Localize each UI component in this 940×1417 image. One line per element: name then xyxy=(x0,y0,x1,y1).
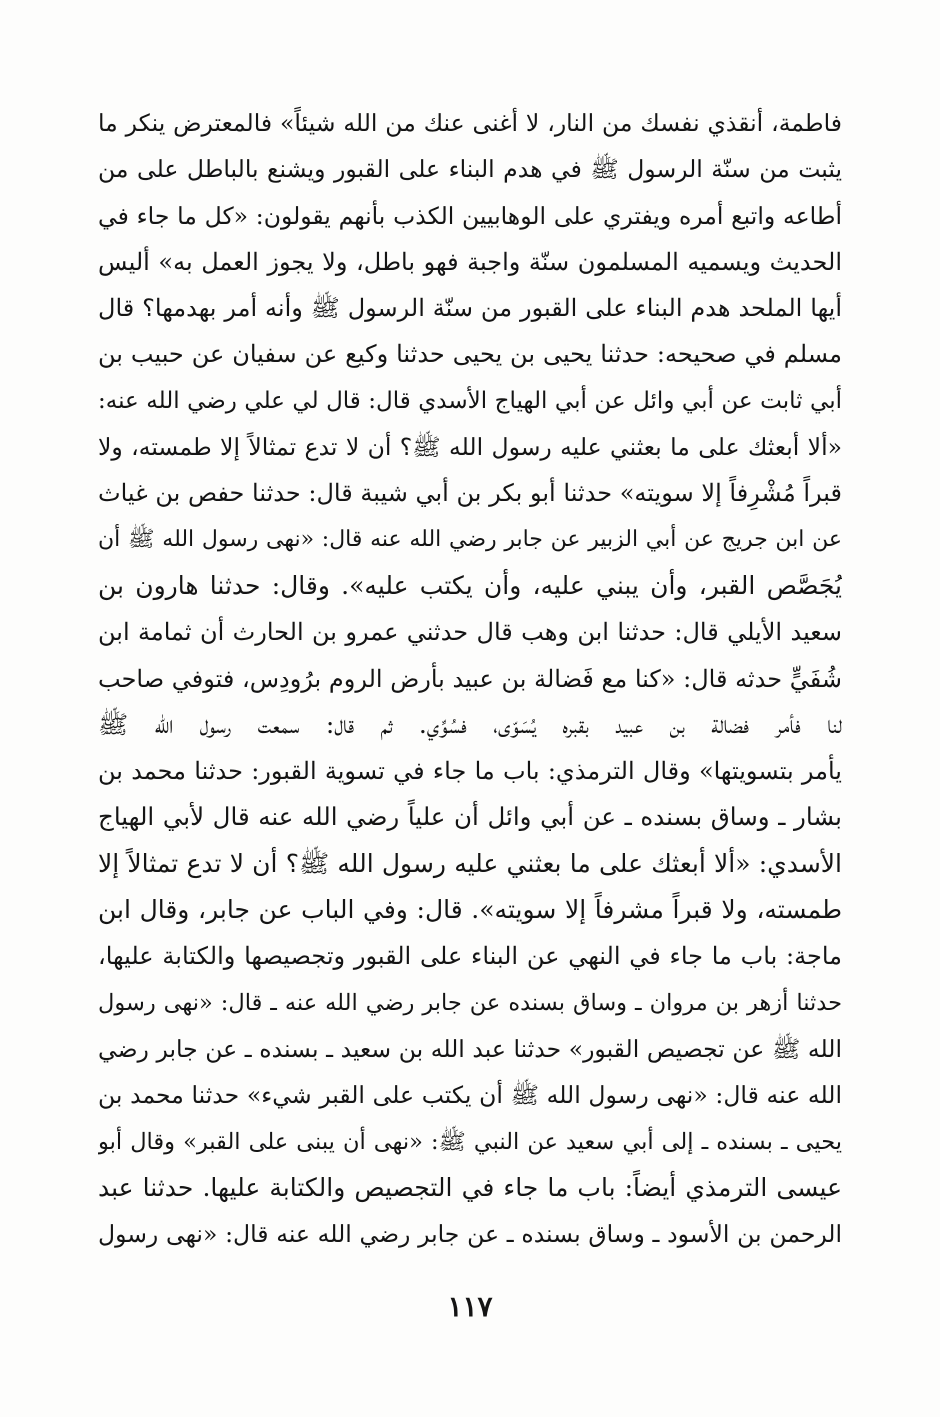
text-line: عن ابن جريج عن أبي الزبير عن جابر رضي الله عنه قال: «نهى رسول الله ﷺ أن xyxy=(98,526,842,552)
text-line: أبي ثابت عن أبي وائل عن أبي الهياج الأسدي قال: قال لي علي رضي الله عنه: xyxy=(98,387,842,414)
text-line: ماجة: باب ما جاء في النهي عن البناء على القبور وتجصيصها والكتابة عليها، xyxy=(98,942,842,971)
text-line: الرحمن بن الأسود ـ وساق بسنده ـ عن جابر رضي الله عنه قال: «نهى رسول xyxy=(98,1220,842,1249)
text-line: حدثنا أزهر بن مروان ـ وساق بسنده عن جابر رضي الله عنه ـ قال: «نهى رسول xyxy=(98,989,842,1016)
text-line: أيها الملحد هدم البناء على القبور من سنّة الرسول ﷺ وأنه أمر بهدمها؟ قال xyxy=(98,294,842,323)
body-text xyxy=(98,100,842,1257)
text-line: الله ﷺ عن تجصيص القبور» حدثنا عبد الله بن سعيد ـ بسنده ـ عن جابر رضي xyxy=(98,1034,842,1063)
text-line: الحديث ويسميه المسلمون سنّة واجبة فهو باطل، ولا يجوز العمل به» أليس xyxy=(98,247,842,276)
text-line: أطاعه واتبع أمره ويفتري على الوهابيين الكذب بأنهم يقولون: «كل ما جاء في xyxy=(98,201,842,230)
text-line: الله عنه قال: «نهى رسول الله ﷺ أن يكتب على القبر شيء» حدثنا محمد بن xyxy=(98,1081,842,1110)
text-line: يُجَصَّص القبر، وأن يبني عليه، وأن يكتب عليه». وقال: حدثنا هارون بن xyxy=(98,570,842,600)
text-line: «ألا أبعثك على ما بعثني عليه رسول الله ﷺ؟ أن لا تدع تمثالاً إلا طمسته، ولا xyxy=(98,433,842,462)
text-line: طمسته، ولا قبراً مشرفاً إلا سويته». قال: وفي الباب عن جابر، وقال ابن xyxy=(98,895,842,925)
text-line: يحيى ـ بسنده ـ إلى أبي سعيد عن النبي ﷺ: «نهى أن يبنى على القبر» وقال أبو xyxy=(98,1128,842,1155)
text-line: بشار ـ وساق بسنده ـ عن أبي وائل أن علياً رضي الله عنه قال لأبي الهياج xyxy=(98,802,842,832)
text-line: فاطمة، أنقذي نفسك من النار، لا أغنى عنك من الله شيئاً» فالمعترض ينكر ما xyxy=(98,109,842,137)
text-line: قبراً مُشْرِفاً إلا سويته» حدثنا أبو بكر بن أبي شيبة قال: حدثنا حفص بن غياث xyxy=(98,479,842,508)
page-number: ١١٧ xyxy=(447,1290,493,1323)
text-line: يأمر بتسويتها» وقال الترمذي: باب ما جاء في تسوية القبور: حدثنا محمد بن xyxy=(98,757,842,786)
text-line: عيسى الترمذي أيضاً: باب ما جاء في التجصيص والكتابة عليها. حدثنا عبد xyxy=(98,1172,842,1202)
text-line: مسلم في صحيحه: حدثنا يحيى بن يحيى حدثنا وكيع عن سفيان عن حبيب بن xyxy=(98,340,842,369)
text-line: يثبت من سنّة الرسول ﷺ في هدم البناء على القبور ويشنع بالباطل على من xyxy=(98,155,842,184)
text-line: سعيد الأيلي قال: حدثنا ابن وهب قال حدثني عمرو بن الحارث أن ثمامة ابن xyxy=(98,618,842,647)
text-line: لنا فأمر فضالة بن عبيد بقبره يُسَوّى، فسُوِّي. ثم قال: سمعت رسول الله ﷺ xyxy=(98,709,842,739)
text-line: الأسدي: «ألا أبعثك على ما بعثني عليه رسول الله ﷺ؟ أن لا تدع تمثالاً إلا xyxy=(98,848,842,878)
text-line: شُفَيٍّ حدثه قال: «كنا مع فَضالة بن عبيد بأرض الروم برُودِس، فتوفي صاحب xyxy=(98,664,842,693)
